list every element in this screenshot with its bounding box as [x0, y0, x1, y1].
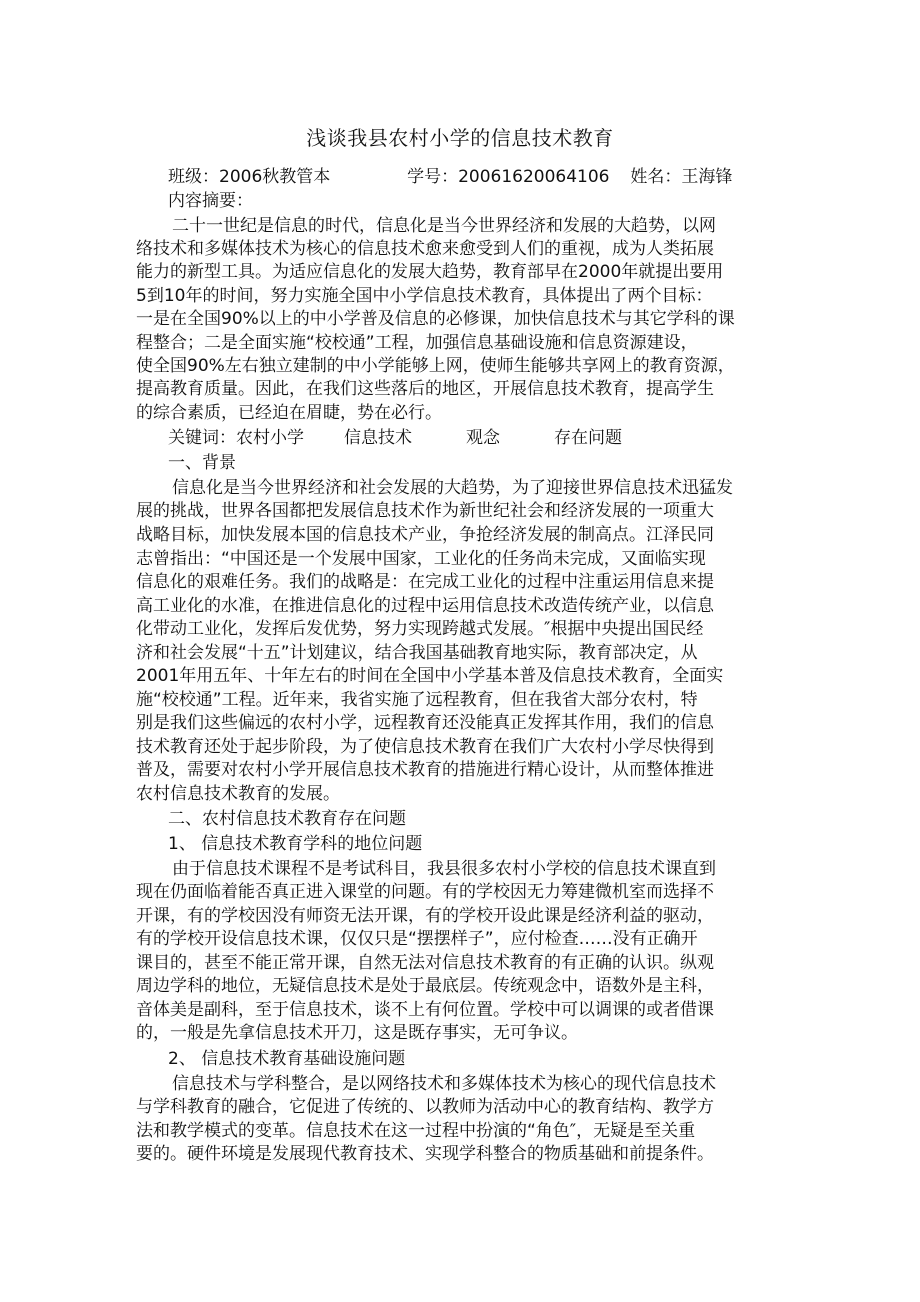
keyword-item: 观念: [466, 428, 500, 448]
student-number-label: 学号：20061620064106: [407, 167, 610, 187]
section1-line: 技术教育还处于起步阶段，为了使信息技术教育在我们广大农村小学尽快得到: [136, 737, 714, 757]
section1-line: 济和社会发展“十五”计划建议，结合我国基础教育地实际，教育部决定，从: [136, 643, 698, 663]
keyword-item: 存在问题: [554, 428, 622, 448]
abstract-line: 提高教育质量。因此，在我们这些落后的地区，开展信息技术教育，提高学生: [136, 379, 714, 399]
sub1-line: 现在仍面临着能否真正进入课堂的问题。有的学校因无力筹建微机室而选择不: [136, 882, 714, 902]
author-info: [168, 166, 732, 189]
document-title: 浅谈我县农村小学的信息技术教育: [306, 126, 614, 150]
class-label: 班级：2006秋教管本: [168, 167, 331, 187]
section1-line: 志曾指出：“中国还是一个发展中国家，工业化的任务尚未完成，又面临实现: [136, 549, 706, 569]
section1-line: 信息化是当今世界经济和社会发展的大趋势，为了迎接世界信息技术迅猛发: [172, 478, 733, 498]
sub1-line: 周边学科的地位，无疑信息技术是处于最底层。传统观念中，语数外是主科，: [136, 976, 714, 996]
sub1-line: 课目的，甚至不能正常开课，自然无法对信息技术教育的有正确的认识。纵观: [136, 953, 714, 973]
section1-line: 别是我们这些偏远的农村小学，远程教育还没能真正发挥其作用，我们的信息: [136, 713, 714, 733]
abstract-line: 的综合素质，已经迫在眉睫，势在必行。: [136, 403, 442, 423]
abstract-line: 一是在全国90%以上的中小学普及信息的必修课，加快信息技术与其它学科的课: [136, 309, 735, 329]
subsection-heading-status: 1、 信息技术教育学科的地位问题: [168, 834, 423, 854]
section1-line: 展的挑战，世界各国都把发展信息技术作为新世纪社会和经济发展的一项重大: [136, 501, 714, 521]
section-heading-background: 一、背景: [168, 453, 236, 473]
sub1-line: 开课，有的学校因没有师资无法开课，有的学校开设此课是经济利益的驱动，: [136, 906, 714, 926]
sub2-line: 要的。硬件环境是发展现代教育技术、实现学科整合的物质基础和前提条件。: [136, 1144, 714, 1164]
keywords-label: 关键词：农村小学: [168, 428, 304, 448]
keywords-row: [168, 427, 622, 450]
abstract-line: 5到10年的时间，努力实施全国中小学信息技术教育，具体提出了两个目标：: [136, 286, 713, 306]
subsection-heading-infrastructure: 2、 信息技术教育基础设施问题: [168, 1049, 406, 1069]
section1-line: 普及，需要对农村小学开展信息技术教育的措施进行精心设计，从而整体推进: [136, 760, 714, 780]
abstract-line: 二十一世纪是信息的时代，信息化是当今世界经济和发展的大趋势，以网: [172, 216, 716, 236]
section1-line: 化带动工业化，发挥后发优势，努力实现跨越式发展。″根据中央提出国民经: [136, 619, 704, 639]
keyword-item: 信息技术: [344, 428, 412, 448]
section1-line: 农村信息技术教育的发展。: [136, 784, 340, 804]
sub1-line: 的，一般是先拿信息技术开刀，这是既存事实，无可争议。: [136, 1023, 578, 1043]
sub2-line: 与学科教育的融合，它促进了传统的、以教师为活动中心的教育结构、教学方: [136, 1097, 714, 1117]
sub2-line: 信息技术与学科整合，是以网络技术和多媒体技术为核心的现代信息技术: [172, 1074, 716, 1094]
section1-line: 高工业化的水准，在推进信息化的过程中运用信息技术改造传统产业，以信息: [136, 596, 714, 616]
sub1-line: 音体美是副科，至于信息技术，谈不上有何位置。学校中可以调课的或者借课: [136, 1000, 714, 1020]
section-heading-problems: 二、农村信息技术教育存在问题: [168, 809, 406, 829]
section1-line: 施“校校通”工程。近年来，我省实施了远程教育，但在我省大部分农村，特: [136, 690, 698, 710]
section1-line: 战略目标，加快发展本国的信息技术产业，争抢经济发展的制高点。江泽民同: [136, 525, 714, 545]
abstract-line: 络技术和多媒体技术为核心的信息技术愈来愈受到人们的重视，成为人类拓展: [136, 239, 714, 259]
sub2-line: 法和教学模式的变革。信息技术在这一过程中扮演的“角色″，无疑是至关重: [136, 1121, 696, 1141]
abstract-line: 能力的新型工具。为适应信息化的发展大趋势，教育部早在2000年就提出要用: [136, 262, 724, 282]
section1-line: 信息化的艰难任务。我们的战略是：在完成工业化的过程中注重运用信息来提: [136, 572, 714, 592]
sub1-line: 由于信息技术课程不是考试科目，我县很多农村小学校的信息技术课直到: [172, 859, 716, 879]
abstract-line: 使全国90%左右独立建制的中小学能够上网，使师生能够共享网上的教育资源，: [136, 356, 735, 376]
abstract-line: 程整合；二是全面实施“校校通”工程，加强信息基础设施和信息资源建设，: [136, 333, 698, 353]
section1-line: 2001年用五年、十年左右的时间在全国中小学基本普及信息技术教育，全面实: [136, 666, 724, 686]
sub1-line: 有的学校开设信息技术课，仅仅只是“摆摆样子”，应付检查……没有正确开: [136, 929, 698, 949]
author-name-label: 姓名：王海锋: [630, 167, 733, 187]
abstract-heading: 内容摘要：: [168, 191, 253, 211]
